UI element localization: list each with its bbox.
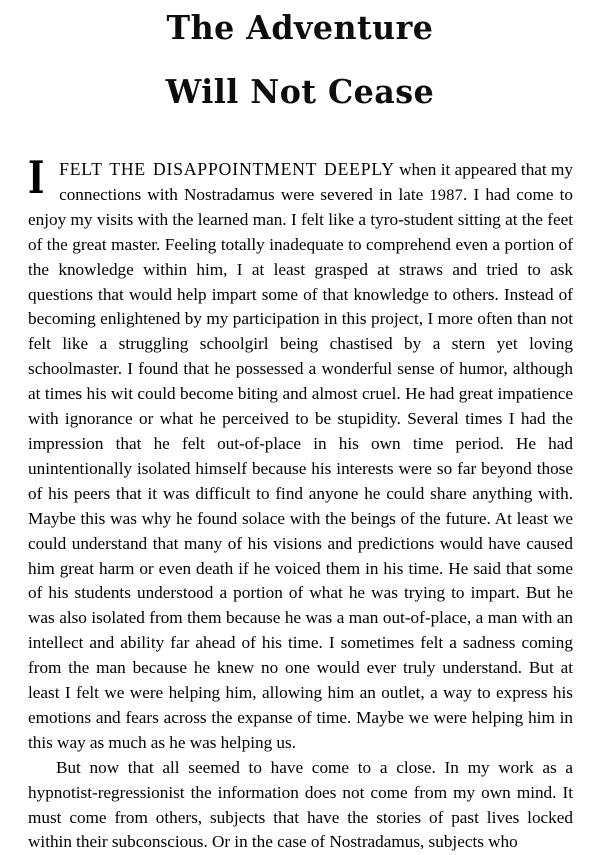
body-text-block: [28, 151, 573, 855]
opening-small-caps: FELT THE DISAPPOINTMENT DEEPLY: [59, 159, 395, 179]
paragraph-1-body: . I had come to enjoy my visits with the learned man. I felt like a tyro-student sitting at the feet of the great master. Feeling totally inadequate to comprehend even a portion of the knowledge within him, I at least grasped at straws and tried to ask questions that would help impart some of that knowledge to others. Instead of becoming enlightened by my participation in this project, I more often than not felt like a struggling schoolgirl being chastised by a stern yet loving schoolmaster. I found that he possessed a wonderful sense of humor, although at times his wit could become biting and almost cruel. He had great impatience with ignorance or what he perceived to be stupidity. Several times I had the impression that he felt out-of-place in his own time period. He had unintentionally isolated himself because his interests were so far beyond those of his peers that it was difficult to find anyone he could share anything with. Maybe this was why he found solace with the beings of the future. At least we could understand that many of his visions and predictions would have caused him great harm or even death if he voiced them in his time. He said that some of his students understood a portion of what he was trying to impart. But he was also isolated from them because he was a man out-of-place, a man with an intellect and ability far ahead of his time. I sometimes felt a sadness coming from the man because he knew no one would ever truly understand. But at least I felt we were helping him, allowing him an outlet, a way to express his emotions and fears across the expanse of time. Maybe we were helping him in this way as much as he was helping us.: [28, 184, 573, 752]
paragraph-1: [28, 151, 573, 756]
paragraph-1-lead-in: when it appeared that my connections with Nostradamus were severed in late: [59, 160, 573, 204]
drop-cap: I: [28, 151, 45, 204]
chapter-title-line-1: The Adventure: [166, 8, 434, 47]
chapter-title-line-2: Will Not Cease: [165, 72, 435, 111]
year-1987: 1987: [429, 185, 464, 204]
paragraph-2: But now that all seemed to have come to a close. In my work as a hypnotist-regressionist the information does not come from my own mind. It must come from others, subjects that have the stories of past lives locked within their subconscious. Or in the case of Nostradamus, subjects who: [28, 757, 573, 852]
chapter-title: [0, 6, 600, 114]
